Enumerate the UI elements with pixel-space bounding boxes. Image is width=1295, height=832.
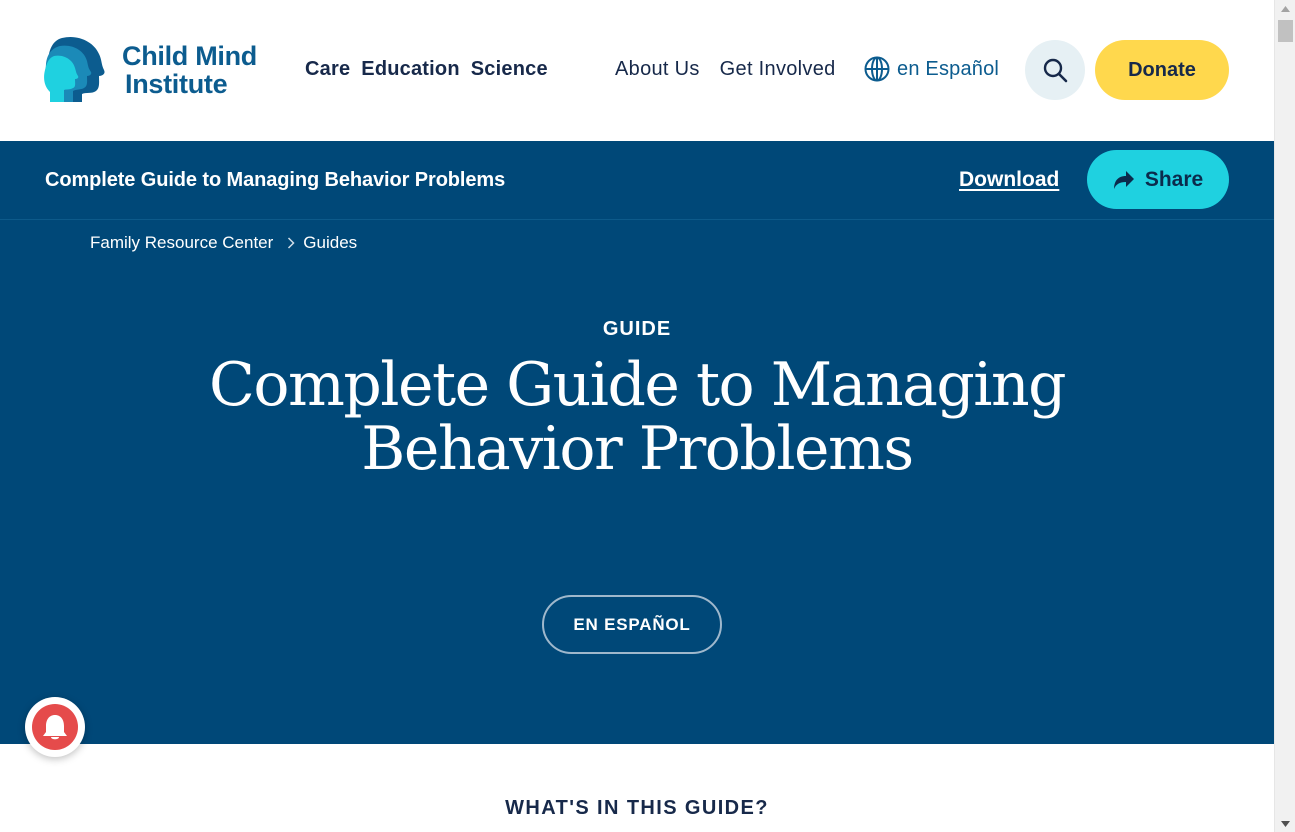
page-title [187, 350, 1087, 484]
page-title-line2: Behavior Problems [361, 414, 913, 484]
logo-line1: Child Mind [122, 41, 257, 71]
search-button[interactable] [1025, 40, 1085, 100]
site-header [0, 0, 1274, 141]
guide-eyebrow: GUIDE [602, 318, 672, 340]
globe-icon [864, 56, 890, 82]
scroll-up-arrow-icon[interactable] [1275, 0, 1295, 17]
nav-science[interactable]: Science [470, 58, 548, 80]
breadcrumb-guides[interactable]: Guides [303, 233, 358, 252]
page-title-line1: Complete Guide to Managing [208, 350, 1066, 420]
breadcrumb-family-resource-center[interactable]: Family Resource Center [90, 233, 274, 252]
bell-icon-circle [32, 704, 78, 750]
guide-title-bar [0, 141, 1274, 220]
download-link[interactable]: Download [959, 168, 1060, 191]
scroll-down-arrow-icon[interactable] [1275, 815, 1295, 832]
hero [0, 220, 1274, 744]
language-switch-link[interactable] [864, 56, 999, 82]
language-label: en Español [897, 57, 1000, 80]
breadcrumb [90, 233, 357, 253]
share-label: Share [1144, 167, 1204, 191]
nav-about-us[interactable]: About Us [615, 58, 700, 80]
child-mind-logo-icon [44, 36, 106, 104]
en-espanol-button[interactable]: EN ESPAÑOL [542, 595, 722, 654]
logo-wordmark [122, 42, 257, 98]
vertical-scrollbar[interactable] [1274, 0, 1295, 832]
scrollbar-thumb[interactable] [1278, 20, 1293, 42]
nav-get-involved[interactable]: Get Involved [719, 58, 836, 80]
search-icon [1042, 57, 1068, 83]
guide-bar-title: Complete Guide to Managing Behavior Problems [45, 169, 506, 191]
nav-education[interactable]: Education [361, 58, 460, 80]
chevron-right-icon [287, 237, 295, 249]
site-logo[interactable] [44, 36, 257, 104]
toc-heading: WHAT'S IN THIS GUIDE? [505, 797, 769, 819]
secondary-nav [615, 58, 836, 81]
donate-button[interactable]: Donate [1095, 40, 1229, 100]
notification-bell-button[interactable] [25, 697, 85, 757]
nav-care[interactable]: Care [305, 58, 351, 80]
logo-line2: Institute [125, 69, 228, 99]
share-button[interactable] [1087, 150, 1229, 209]
bell-icon [42, 713, 68, 741]
share-arrow-icon [1113, 170, 1135, 190]
primary-nav [305, 58, 548, 81]
